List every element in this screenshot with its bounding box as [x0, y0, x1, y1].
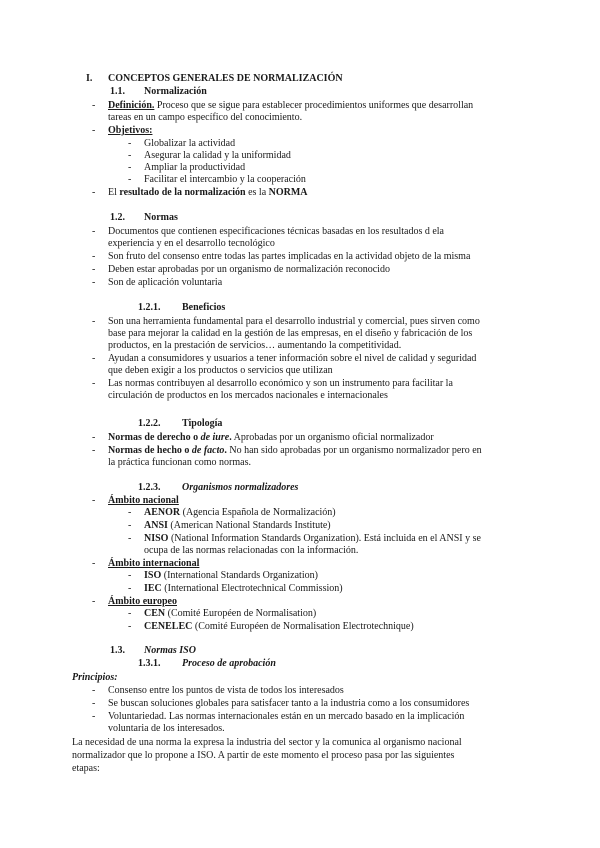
list-item: Se buscan soluciones globales para satisfacer tanto a la industria como a los consumidores: [108, 698, 470, 709]
scope-european: Ámbito europeo: [108, 596, 177, 607]
list-item: Son fruto del consenso entre todas las partes implicadas en la actividad objeto de la misma: [108, 251, 471, 262]
list-item: Son una herramienta fundamental para el desarrollo industrial y comercial, pues sirven como: [108, 316, 480, 327]
bullet-dash: -: [92, 187, 96, 198]
list-item: Ayudan a consumidores y usuarios a tener información sobre el nivel de calidad y seguridad: [108, 353, 477, 364]
bullet-dash: -: [128, 570, 132, 581]
bullet-dash: -: [128, 621, 132, 632]
bullet-dash: -: [92, 378, 96, 389]
typology-de-iure: Normas de derecho o de iure. Aprobadas por un organismo oficial normalizador: [108, 432, 434, 443]
subsection-number: 1.2.1.: [138, 302, 161, 313]
list-item-cont: la práctica funcionan como normas.: [108, 457, 251, 468]
subsection-title: Normas ISO: [144, 645, 196, 656]
bullet-dash: -: [92, 264, 96, 275]
list-item-cont: base para mejorar la calidad en la gestión de las empresas, en el diseño y fabricación de los: [108, 328, 473, 339]
bullet-dash: -: [128, 138, 132, 149]
subsection-number: 1.1.: [110, 86, 125, 97]
bullet-dash: -: [92, 277, 96, 288]
objective-item: Globalizar la actividad: [144, 138, 236, 149]
list-item: Voluntariedad. Las normas internacionales están en un mercado basado en la implicación: [108, 711, 465, 722]
definition-line-2: tareas en un campo específico del conocimiento.: [108, 112, 303, 123]
bullet-dash: -: [92, 251, 96, 262]
subsection-title: Organismos normalizadores: [182, 482, 299, 493]
bullet-dash: -: [92, 226, 96, 237]
bullet-dash: -: [92, 698, 96, 709]
definition-line: Definición. Proceso que se sigue para establecer procedimientos uniformes que desarrollan: [108, 100, 474, 111]
bullet-dash: -: [128, 533, 132, 544]
bullet-dash: -: [92, 125, 96, 136]
subsection-title: Proceso de aprobación: [182, 658, 276, 669]
org-niso-cont: ocupa de las normas relacionadas con la información.: [144, 545, 359, 556]
subsection-number: 1.2.3.: [138, 482, 161, 493]
objectives-label: Objetivos:: [108, 125, 153, 136]
list-item: Consenso entre los puntos de vista de todos los interesados: [108, 685, 344, 696]
bullet-dash: -: [128, 507, 132, 518]
list-item-cont: que deben exigir a los productos o servicios que utilizan: [108, 365, 333, 376]
org-niso: NISO (National Information Standards Organization). Está incluida en el ANSI y se: [144, 533, 481, 544]
objective-item: Asegurar la calidad y la uniformidad: [144, 150, 291, 161]
subsection-title: Normas: [144, 212, 178, 223]
org-aenor: AENOR (Agencia Española de Normalización): [144, 507, 336, 518]
bullet-dash: -: [92, 495, 96, 506]
bullet-dash: -: [92, 596, 96, 607]
objective-item: Facilitar el intercambio y la cooperación: [144, 174, 306, 185]
list-item-cont: circulación de productos en los mercados nacionales e internacionales: [108, 390, 388, 401]
subsection-number: 1.2.2.: [138, 418, 161, 429]
org-iec: IEC (International Electrotechnical Commission): [144, 583, 343, 594]
org-cen: CEN (Comité Européen de Normalisation): [144, 608, 317, 619]
list-item: Documentos que contienen especificaciones técnicas basadas en los resultados d ela: [108, 226, 444, 237]
list-item: Las normas contribuyen al desarrollo económico y son un instrumento para facilitar la: [108, 378, 453, 389]
bullet-dash: -: [92, 711, 96, 722]
subsection-number: 1.3.: [110, 645, 125, 656]
list-item-cont: experiencia y en el desarrollo tecnológico: [108, 238, 275, 249]
bullet-dash: -: [92, 353, 96, 364]
paragraph-line: normalizador que lo propone a ISO. A partir de este momento el proceso pasa por las siguientes: [72, 750, 455, 761]
section-number: I.: [86, 73, 93, 84]
subsection-number: 1.2.: [110, 212, 125, 223]
typology-de-facto: Normas de hecho o de facto. No han sido aprobadas por un organismo normalizador pero en: [108, 445, 482, 456]
bullet-dash: -: [128, 583, 132, 594]
bullet-dash: -: [128, 174, 132, 185]
list-item: Son de aplicación voluntaria: [108, 277, 223, 288]
bullet-dash: -: [92, 445, 96, 456]
objective-item: Ampliar la productividad: [144, 162, 246, 173]
principles-label: Principios:: [72, 672, 118, 683]
scope-international: Ámbito internacional: [108, 558, 200, 569]
bullet-dash: -: [92, 558, 96, 569]
list-item-cont: voluntaria de los interesados.: [108, 723, 225, 734]
subsection-number: 1.3.1.: [138, 658, 161, 669]
list-item: Deben estar aprobadas por un organismo de normalización reconocido: [108, 264, 390, 275]
subsection-title: Normalización: [144, 86, 207, 97]
paragraph-line: La necesidad de una norma la expresa la industria del sector y la comunica al organismo nacional: [72, 737, 462, 748]
bullet-dash: -: [128, 520, 132, 531]
bullet-dash: -: [128, 608, 132, 619]
subsection-title: Beneficios: [182, 302, 226, 313]
bullet-dash: -: [128, 150, 132, 161]
org-ansi: ANSI (American National Standards Institute): [144, 520, 331, 531]
bullet-dash: -: [92, 100, 96, 111]
bullet-dash: -: [128, 162, 132, 173]
bullet-dash: -: [92, 316, 96, 327]
bullet-dash: -: [92, 685, 96, 696]
list-item-cont: productos, en la prestación de servicios… aumentando la competitividad.: [108, 340, 402, 351]
org-cenelec: CENELEC (Comité Européen de Normalisation Electrotechnique): [144, 621, 414, 632]
org-iso: ISO (International Standards Organization): [144, 570, 318, 581]
section-title: CONCEPTOS GENERALES DE NORMALIZACIÓN: [108, 73, 343, 84]
paragraph-line: etapas:: [72, 763, 100, 774]
result-line: El resultado de la normalización es la NORMA: [108, 187, 308, 198]
scope-national: Ámbito nacional: [108, 495, 179, 506]
bullet-dash: -: [92, 432, 96, 443]
subsection-title: Tipología: [182, 418, 223, 429]
